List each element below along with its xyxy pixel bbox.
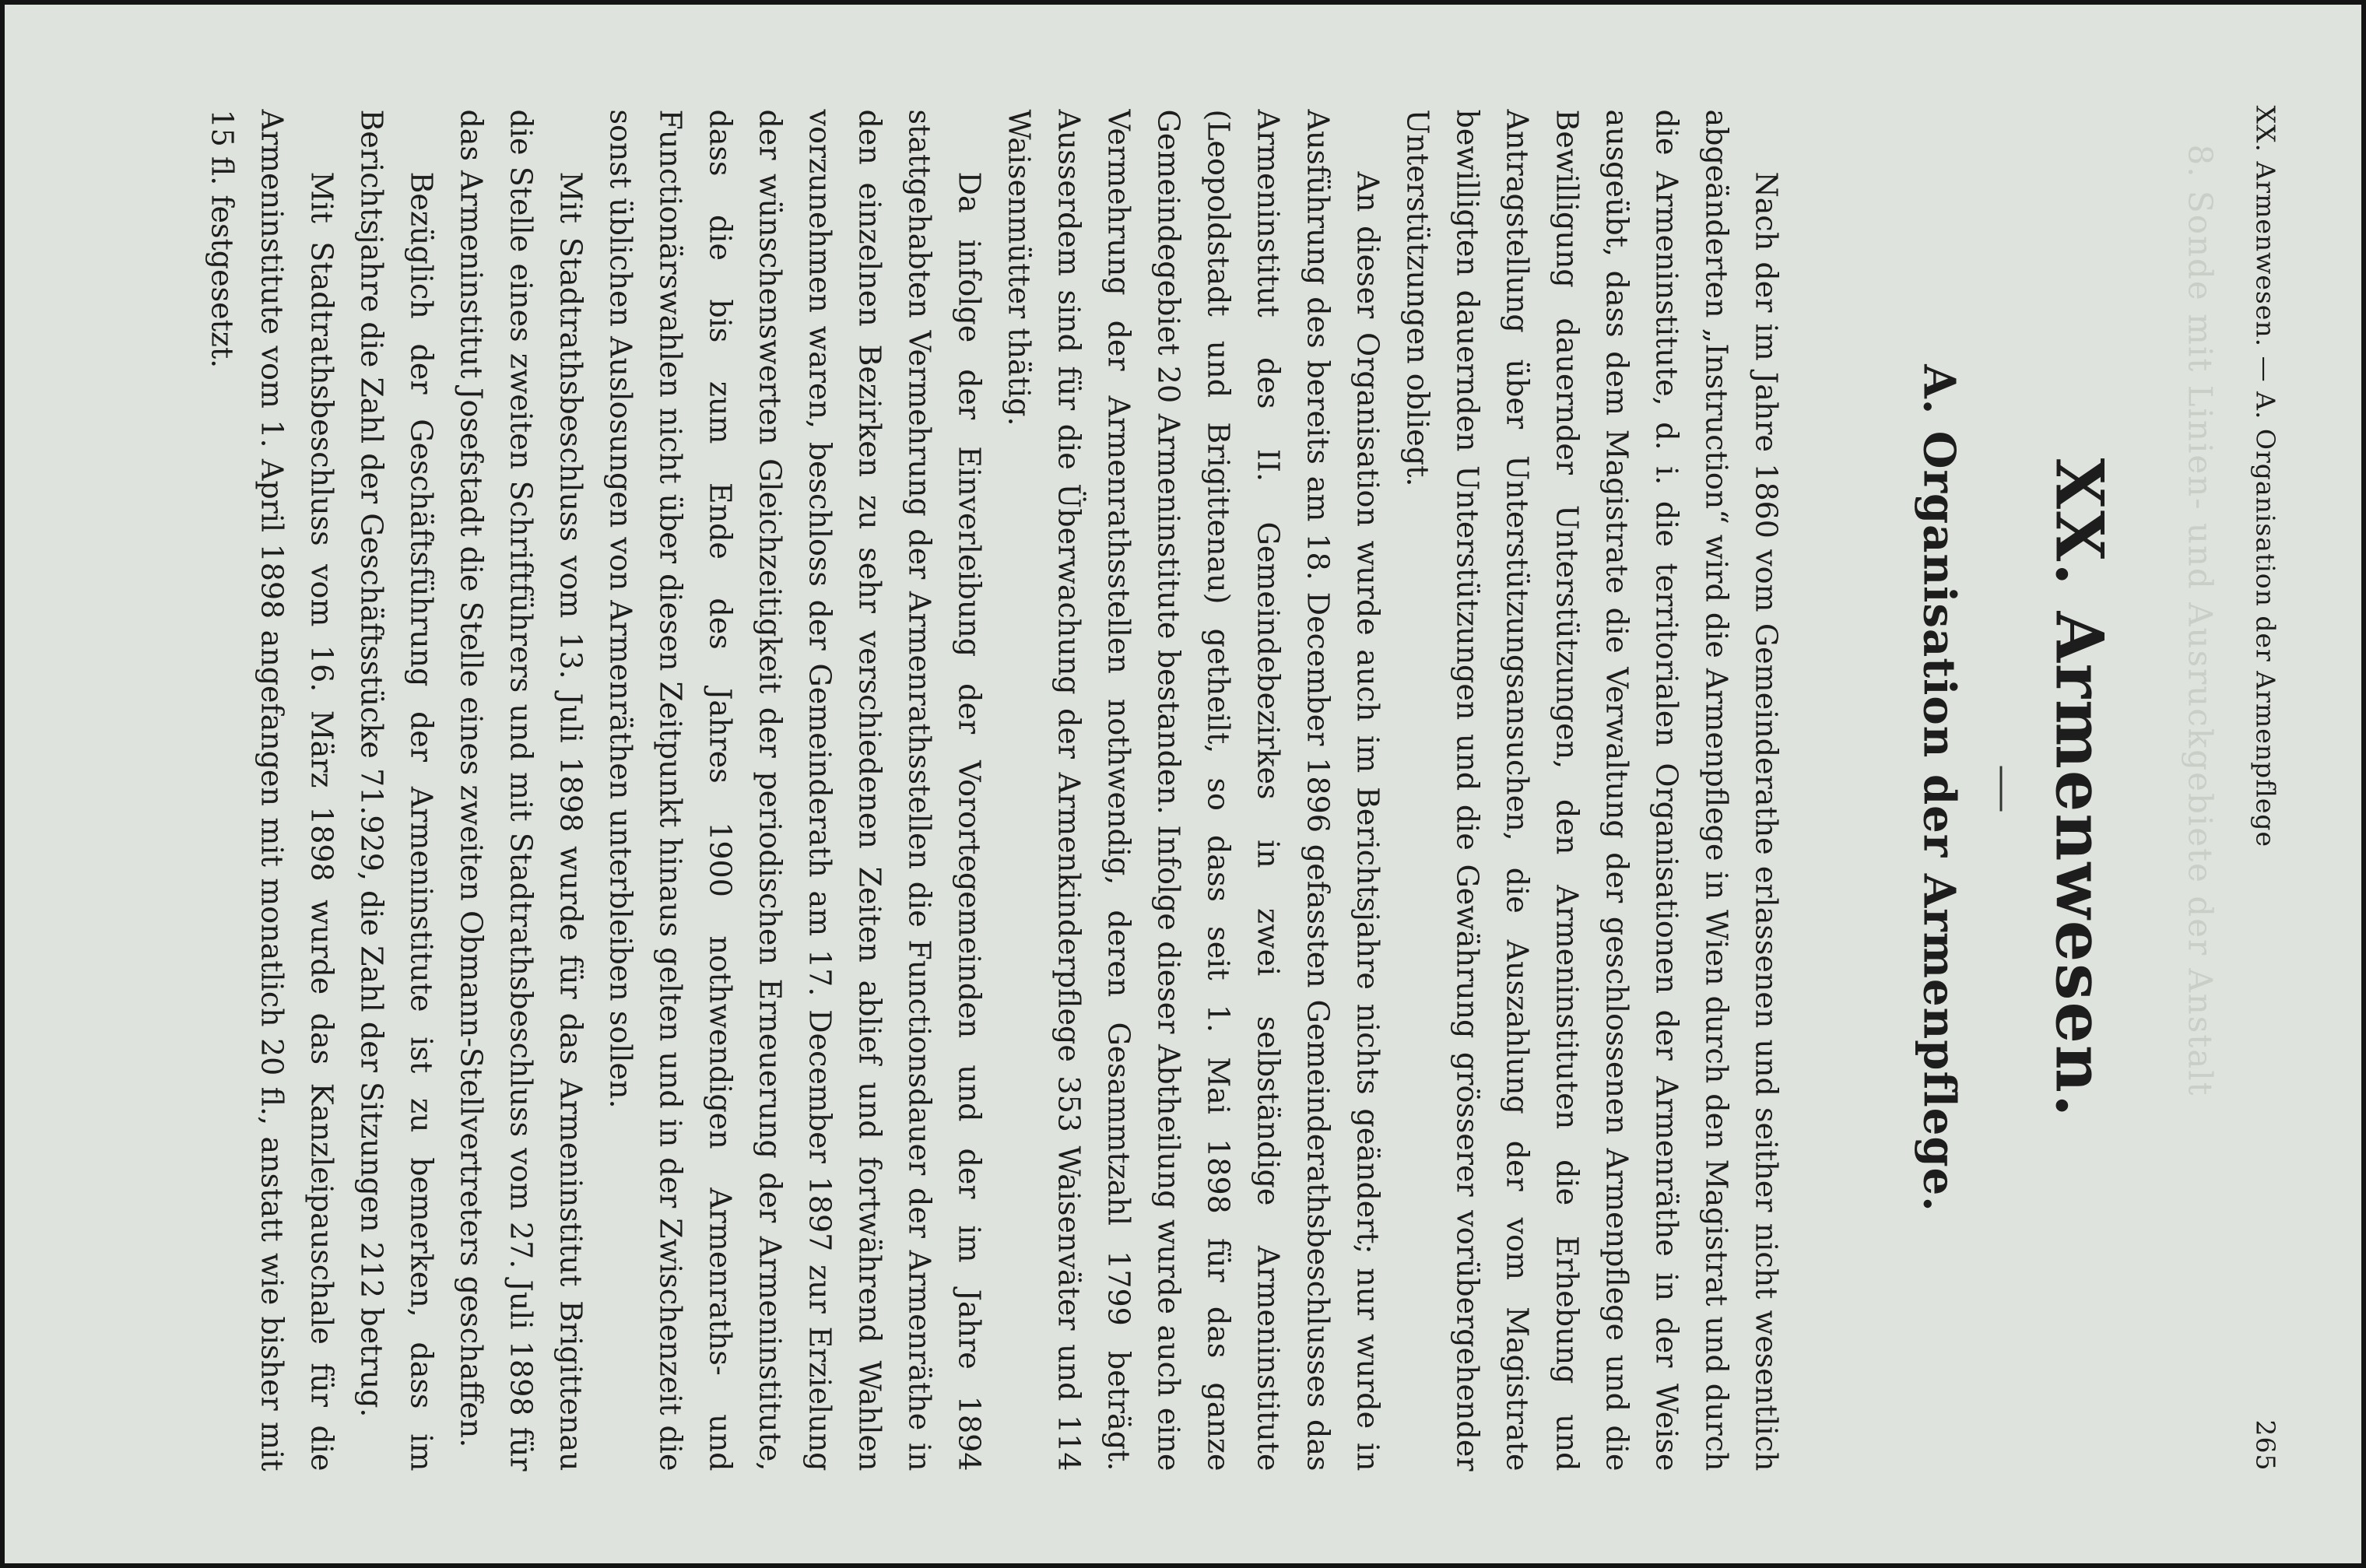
- paragraph: Mit Stadtrathsbeschluss vom 13. Juli 1898 wurde für das Armeninstitut Brigittenau die Stelle eines zweiten Schriftführers und mit Stadtrathsbeschluss vom 27. Juli 1898 für das Armeninstitut Josefstadt die Stelle eines zweiten Obmann-Stellvertreters geschaffen.: [454, 109, 588, 1472]
- title-rule: [2000, 766, 2003, 811]
- paragraph: Bezüglich der Geschäftsführung der Armeninstitute ist zu bemerken, dass im Berichtsjahre die Zahl der Geschäftsstücke 71.929, die Zahl der Sitzungen 212 betrug.: [354, 109, 439, 1472]
- running-head: [2243, 106, 2290, 1472]
- rotated-book-page: [40, 20, 2336, 1557]
- paragraph: An dieser Organisation wurde auch im Berichtsjahre nichts geändert; nur wurde in Ausführung des bereits am 18. December 1896 gefassten Gemeinderathsbeschlusses das Armeninstitut des II. Gemeindebezirkes in zwei selbständige Armeninstitute (Leopoldstadt und Brigittenau) getheilt, so dass seit 1. Mai 1898 für das ganze Gemeindegebiet 20 Armeninstitute bestanden. Infolge dieser Abtheilung wurde auch eine Vermehrung der Armenrathsstellen nothwendig, deren Gesammtzahl 1799 beträgt. Ausserdem sind für die Überwachung der Armenkinderpflege 353 Waisenväter und 114 Waisenmütter thätig.: [1002, 109, 1385, 1472]
- paragraph: Da infolge der Einverleibung der Vorortegemeinden und der im Jahre 1894 stattgehabten Vermehrung der Armenrathsstellen die Functionsdauer der Armenräthe in den einzelnen Bezirken zu sehr verschiedenen Zeiten ablief und fortwährend Wahlen vorzunehmen waren, beschloss der Gemeinderath am 17. December 1897 zur Erzielung der wünschenswerten Gleichzeitigkeit der periodischen Erneuerung der Armeninstitute, dass die bis zum Ende des Jahres 1900 nothwendigen Armenraths- und Functionärswahlen nicht über diesen Zeitpunkt hinaus gelten und in der Zwischenzeit die sonst üblichen Auslosungen von Armenräthen unterbleiben sollen.: [603, 109, 987, 1472]
- body-text: [198, 110, 1792, 1472]
- bleed-through-heading: 8. Sonde mit Linien- und Ausruckgebiete der Anstalt: [2181, 144, 2220, 1097]
- running-head-title: XX. Armenwesen. — A. Organisation der Armenpflege: [2251, 105, 2281, 848]
- paragraph: Nach der im Jahre 1860 vom Gemeinderathe erlassenen und seither nicht wesentlich abgeänderten „Instruction“ wird die Armenpflege in Wien durch den Magistrat und durch die Armeninstitute, d. i. die territorialen Organisationen der Armenräthe in der Weise ausgeübt, dass dem Magistrate die Verwaltung der geschlossenen Armenpflege und die Bewilligung dauernder Unterstützungen, den Armeninstituten die Erhebung und Antragstellung über Unterstützungsansuchen, die Auszahlung der vom Magistrate bewilligten dauernden Unterstützungen und die Gewährung grösserer vorübergehender Unterstützungen obliegt.: [1400, 109, 1784, 1472]
- section-title: A. Organisation der Armenpflege.: [1913, 364, 1965, 1212]
- chapter-title: XX. Armenwesen.: [2041, 458, 2119, 1119]
- title-block: [1914, 20, 2119, 1557]
- paragraph: Mit Stadtrathsbeschluss vom 16. März 1898 wurde das Kanzleipauschale für die Armeninstitute vom 1. April 1898 angefangen mit monatlich 20 fl., anstatt wie bisher mit 15 fl. festgesetzt.: [205, 109, 339, 1472]
- page-number: 265: [2251, 1419, 2281, 1472]
